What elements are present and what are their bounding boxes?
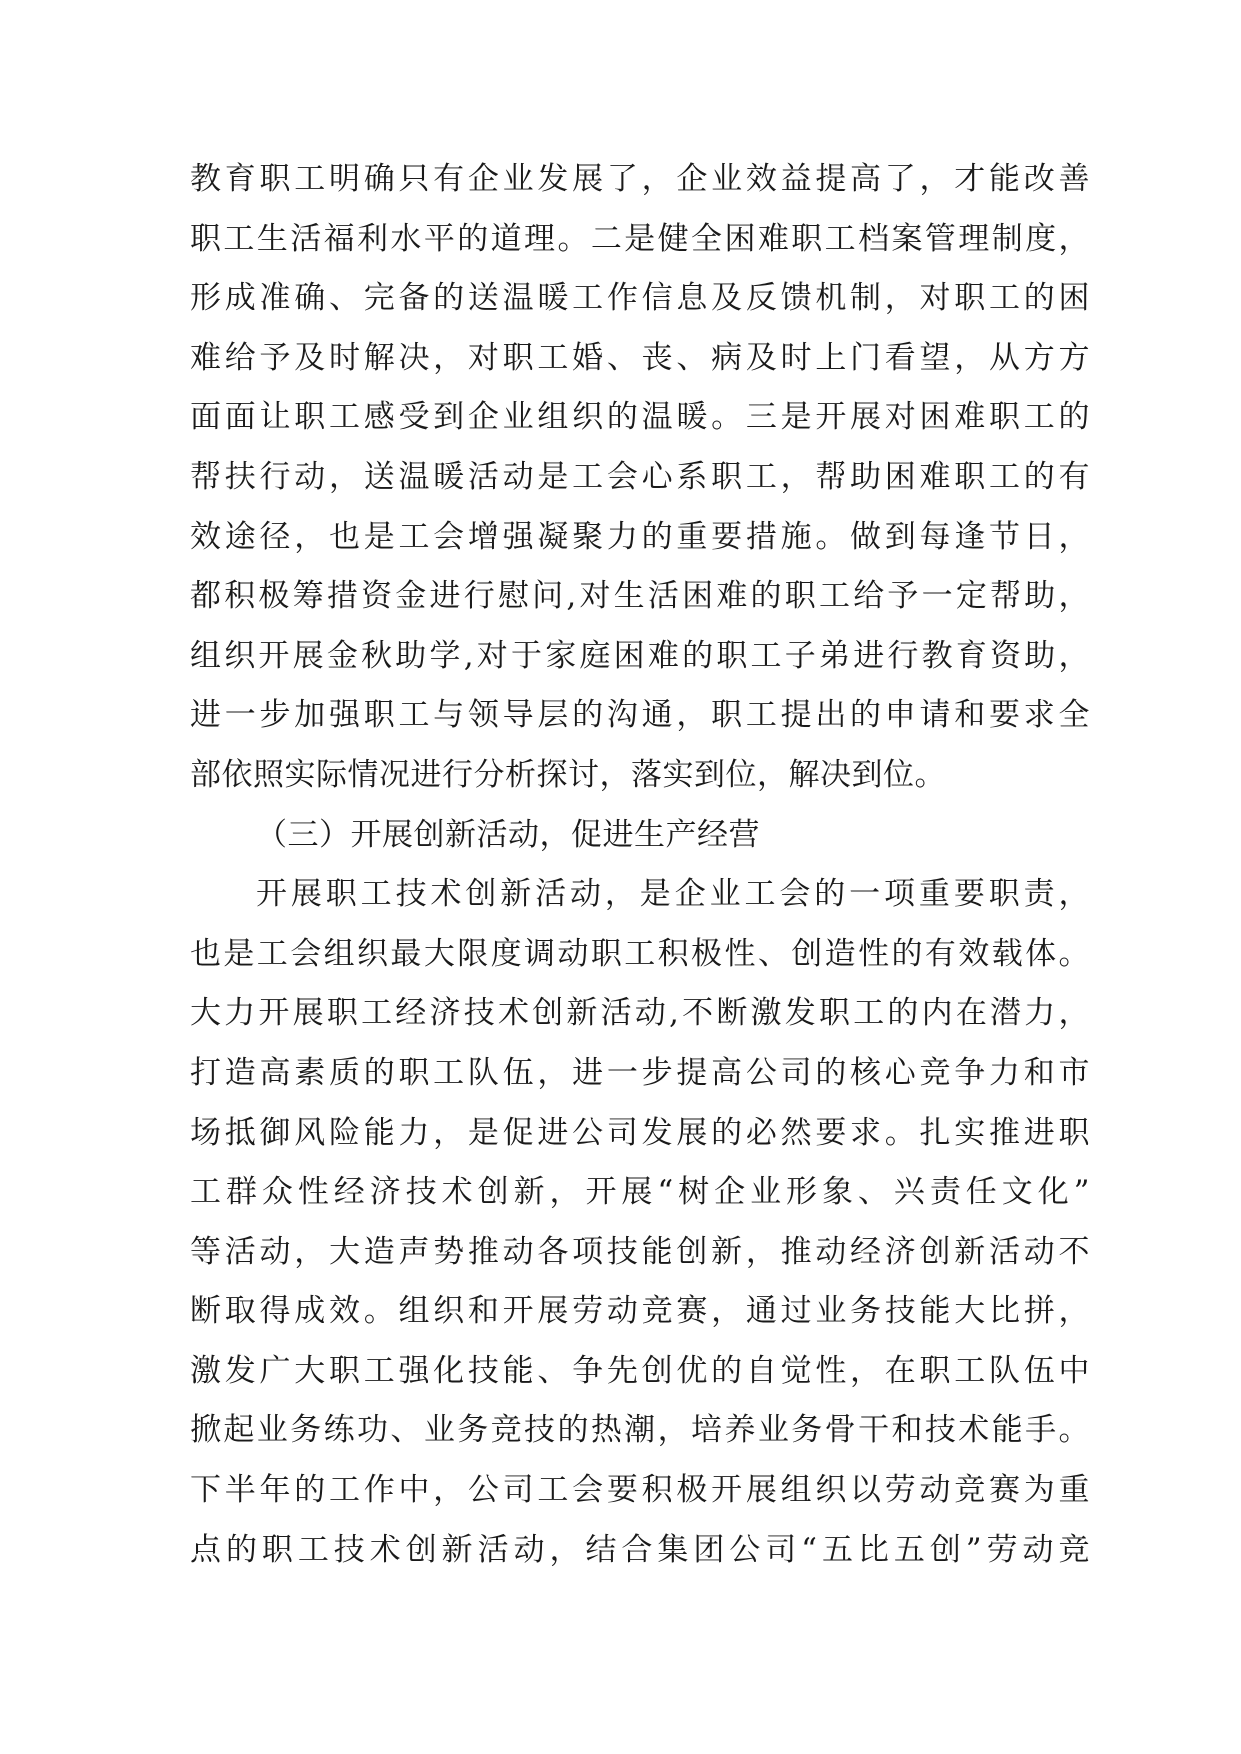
text-line: 面面让职工感受到企业组织的温暖。三是开展对困难职工的 bbox=[190, 399, 1090, 436]
text-line: 都积极筹措资金进行慰问,对生活困难的职工给予一定帮助， bbox=[190, 578, 1090, 615]
text-line: 也是工会组织最大限度调动职工积极性、创造性的有效载体。 bbox=[190, 935, 1090, 972]
text-line: 职工生活福利水平的道理。二是健全困难职工档案管理制度， bbox=[190, 220, 1090, 257]
text-line: 点的职工技术创新活动，结合集团公司“五比五创”劳动竞 bbox=[190, 1531, 1090, 1568]
text-line: 下半年的工作中，公司工会要积极开展组织以劳动竞赛为重 bbox=[190, 1472, 1090, 1509]
text-line: 难给予及时解决，对职工婚、丧、病及时上门看望，从方方 bbox=[190, 339, 1090, 376]
text-line: 掀起业务练功、业务竞技的热潮，培养业务骨干和技术能手。 bbox=[190, 1412, 1090, 1449]
text-line: 教育职工明确只有企业发展了，企业效益提高了，才能改善 bbox=[190, 161, 1090, 197]
text-line: 激发广大职工强化技能、争先创优的自觉性，在职工队伍中 bbox=[190, 1352, 1090, 1389]
text-line: 工群众性经济技术创新，开展“树企业形象、兴责任文化” bbox=[190, 1174, 1090, 1211]
text-line: 进一步加强职工与领导层的沟通，职工提出的申请和要求全 bbox=[190, 697, 1090, 734]
text-line: 场抵御风险能力，是促进公司发展的必然要求。扎实推进职 bbox=[190, 1114, 1090, 1151]
text-line: 形成准确、完备的送温暖工作信息及反馈机制，对职工的困 bbox=[190, 280, 1090, 317]
text-line: 打造高素质的职工队伍，进一步提高公司的核心竞争力和市 bbox=[190, 1054, 1090, 1091]
text-line: 效途径，也是工会增强凝聚力的重要措施。做到每逢节日， bbox=[190, 518, 1090, 555]
text-line: 断取得成效。组织和开展劳动竞赛，通过业务技能大比拼， bbox=[190, 1293, 1090, 1330]
text-line: 帮扶行动，送温暖活动是工会心系职工，帮助困难职工的有 bbox=[190, 458, 1090, 495]
section-heading: （三）开展创新活动，促进生产经营 bbox=[256, 816, 760, 853]
document-body bbox=[190, 150, 1090, 1580]
text-line: 组织开展金秋助学,对于家庭困难的职工子弟进行教育资助， bbox=[190, 637, 1090, 674]
text-line: 部依照实际情况进行分析探讨，落实到位，解决到位。 bbox=[190, 756, 946, 793]
text-line: 开展职工技术创新活动，是企业工会的一项重要职责， bbox=[256, 876, 1090, 913]
text-line: 等活动，大造声势推动各项技能创新，推动经济创新活动不 bbox=[190, 1233, 1090, 1270]
text-line: 大力开展职工经济技术创新活动,不断激发职工的内在潜力， bbox=[190, 995, 1090, 1032]
